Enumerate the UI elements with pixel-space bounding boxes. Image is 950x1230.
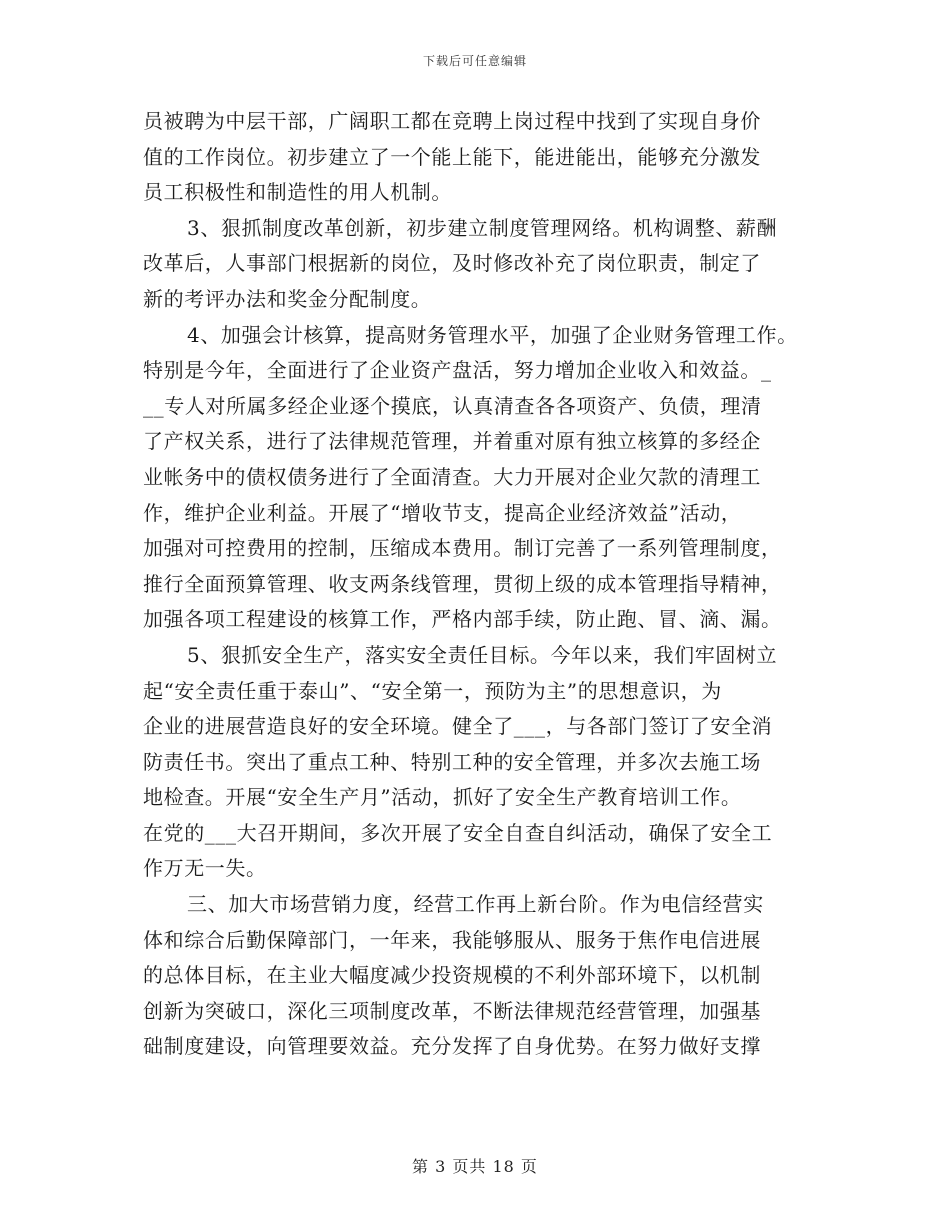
- text-line: 了产权关系，进行了法律规范管理，并着重对原有独立核算的多经企: [143, 429, 761, 454]
- paragraph-start-line: 3、狠抓制度改革创新，初步建立制度管理网络。机构调整、薪酬: [187, 215, 778, 240]
- document-body: [143, 104, 823, 1065]
- paragraph-start-line: 4、加强会计核算，提高财务管理水平，加强了企业财务管理工作。: [187, 322, 798, 347]
- text-line: 企业的进展营造良好的安全环境。健全了___，与各部门签订了安全消: [143, 714, 773, 739]
- text-line: 加强各项工程建设的核算工作，严格内部手续，防止跑、冒、滴、漏。: [143, 607, 782, 632]
- text-line: 推行全面预算管理、收支两条线管理，贯彻上级的成本管理指导精神，: [143, 571, 782, 596]
- text-line: 员被聘为中层干部，广阔职工都在竞聘上岗过程中找到了实现自身价: [143, 109, 761, 133]
- text-line: 新的考评办法和奖金分配制度。: [143, 286, 432, 311]
- text-line: 地检查。开展“安全生产月”活动，抓好了安全生产教育培训工作。: [143, 785, 742, 810]
- page-number-footer: 第 3 页共 18 页: [412, 1157, 538, 1176]
- text-line: 础制度建设，向管理要效益。充分发挥了自身优势。在努力做好支撑: [143, 1034, 761, 1059]
- text-line: 业帐务中的债权债务进行了全面清查。大力开展对企业欠款的清理工: [143, 464, 761, 489]
- text-line: __专人对所属多经企业逐个摸底，认真清查各各项资产、负债，理清: [143, 393, 762, 418]
- text-line: 的总体目标，在主业大幅度减少投资规模的不利外部环境下，以机制: [143, 963, 761, 988]
- text-line: 特别是今年，全面进行了企业资产盘活，努力增加企业收入和效益。_: [143, 358, 772, 383]
- text-line: 创新为突破口，深化三项制度改革，不断法律规范经营管理，加强基: [143, 998, 761, 1023]
- paragraph-start-line: 三、加大市场营销力度，经营工作再上新台阶。作为电信经营实: [187, 892, 764, 917]
- text-line: 体和综合后勤保障部门，一年来，我能够服从、服务于焦作电信进展: [143, 927, 761, 952]
- text-line: 作，维护企业利益。开展了“增收节支，提高企业经济效益”活动，: [143, 500, 742, 525]
- paragraph-start-line: 5、狠抓安全生产，落实安全责任目标。今年以来，我们牢固树立: [187, 642, 778, 667]
- text-line: 在党的___大召开期间，多次开展了安全自查自纠活动，确保了安全工: [143, 820, 773, 845]
- text-line: 加强对可控费用的控制，压缩成本费用。制订完善了一系列管理制度，: [143, 536, 782, 561]
- text-line: 改革后，人事部门根据新的岗位，及时修改补充了岗位职责，制定了: [143, 251, 761, 276]
- text-line: 值的工作岗位。初步建立了一个能上能下，能进能出，能够充分激发: [143, 144, 761, 169]
- text-line: 员工积极性和制造性的用人机制。: [143, 180, 452, 205]
- text-line: 防责任书。突出了重点工种、特别工种的安全管理，并多次去施工场: [143, 749, 761, 774]
- text-line: 作万无一失。: [143, 856, 267, 881]
- text-line: 起“安全责任重于泰山”、“安全第一，预防为主”的思想意识，为: [143, 678, 722, 703]
- page-header: 下载后可任意编辑: [422, 54, 527, 68]
